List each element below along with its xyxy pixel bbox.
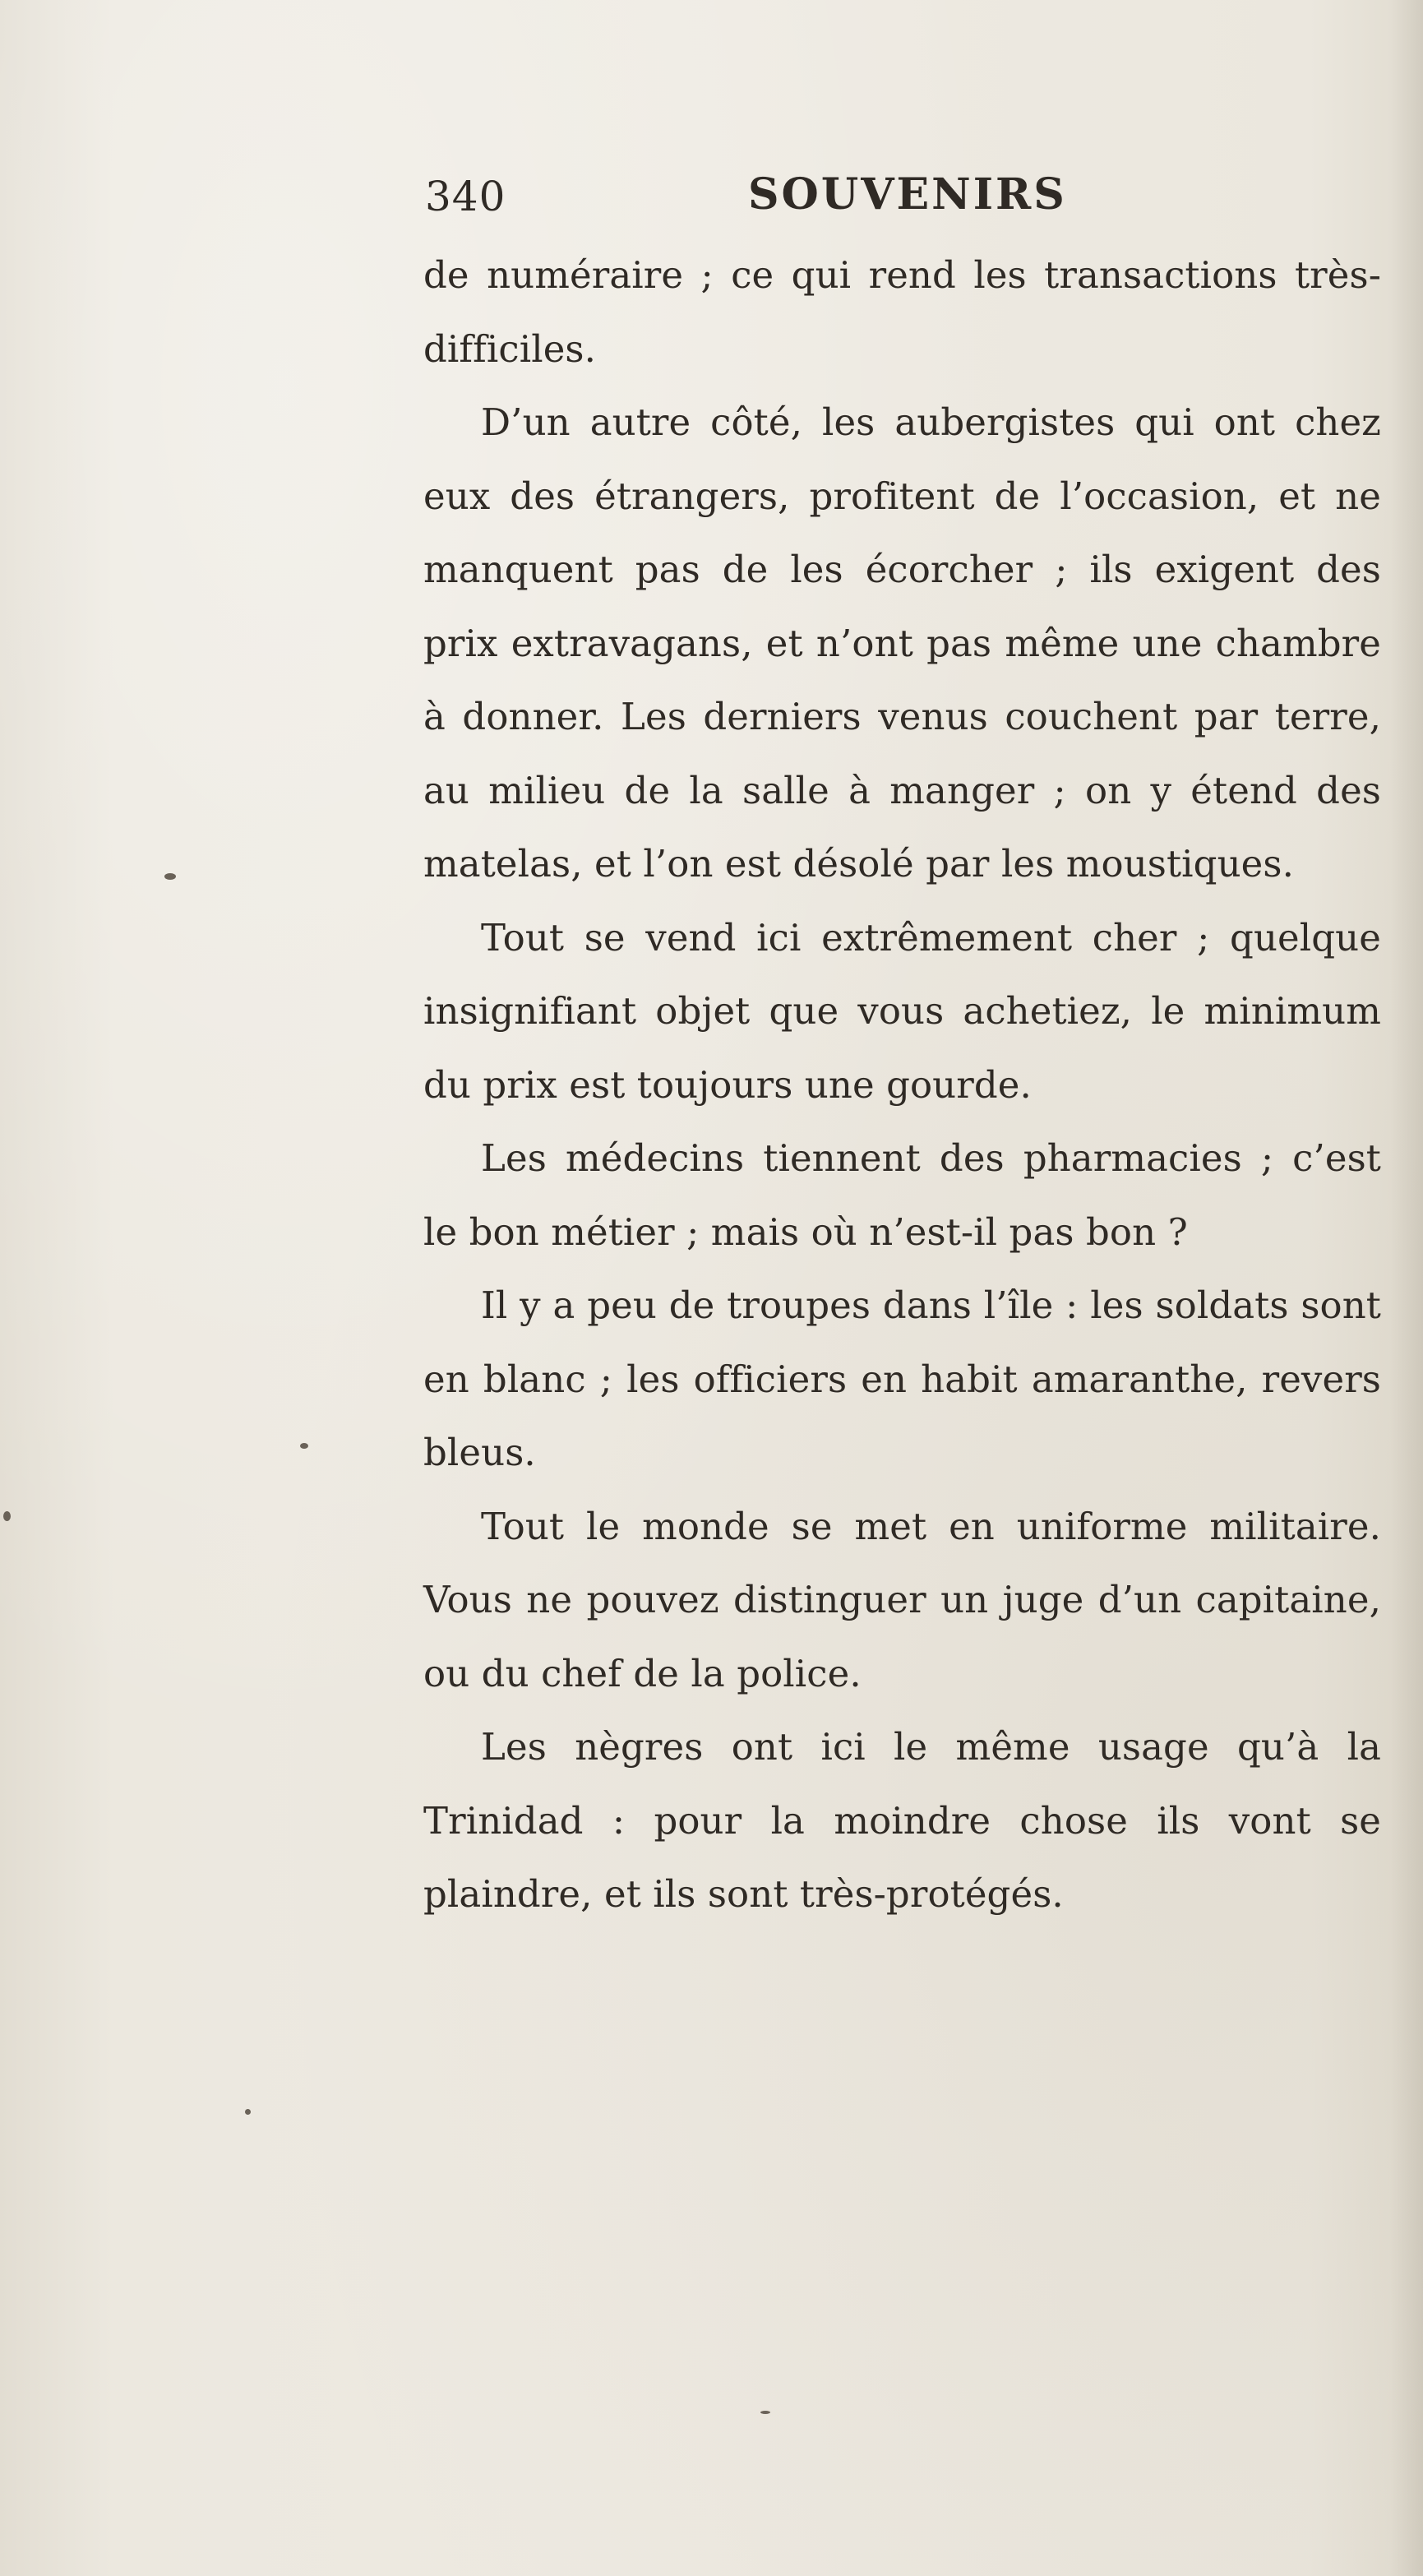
paragraph-continued: de numéraire ; ce qui rend les transactions très-difficiles. xyxy=(423,253,1381,371)
paper-speck xyxy=(760,2411,770,2414)
paragraph-prices: Tout se vend ici extrêmement cher ; quelque insignifiant objet que vous achetiez, le minimum du prix est toujours une gourde. xyxy=(423,915,1381,1107)
paragraph-innkeepers: D’un autre côté, les aubergistes qui ont chez eux des étrangers, profitent de l’occasion, et ne manquent pas de les écorcher ; ils exigent des prix extravagans, et n’ont pas même une chambre à donner. Les derniers venus couchent par terre, au milieu de la salle à manger ; on y étend des matelas, et l’on est désolé par les moustiques. xyxy=(423,400,1381,886)
body-text xyxy=(423,238,1381,1931)
paper-speck xyxy=(3,1511,11,1521)
paper-speck xyxy=(164,873,176,880)
paragraph-negroes: Les nègres ont ici le même usage qu’à la Trinidad : pour la moindre chose ils vont se plaindre, et ils sont très-protégés. xyxy=(423,1725,1381,1916)
paper-speck xyxy=(300,1443,308,1449)
page-edge-shadow xyxy=(1390,0,1423,2576)
paragraph-uniforms: Tout le monde se met en uniforme militaire. Vous ne pouvez distinguer un juge d’un capitaine, ou du chef de la police. xyxy=(423,1504,1381,1695)
page-number: 340 xyxy=(425,173,506,220)
running-title: SOUVENIRS xyxy=(748,169,1067,220)
paper-speck xyxy=(245,2109,251,2115)
page-text-block xyxy=(423,164,1381,1931)
running-head xyxy=(423,164,1381,230)
paragraph-doctors: Les médecins tiennent des pharmacies ; c’est le bon métier ; mais où n’est-il pas bon ? xyxy=(423,1136,1381,1254)
paragraph-troops: Il y a peu de troupes dans l’île : les soldats sont en blanc ; les officiers en habit amaranthe, revers bleus. xyxy=(423,1283,1381,1474)
